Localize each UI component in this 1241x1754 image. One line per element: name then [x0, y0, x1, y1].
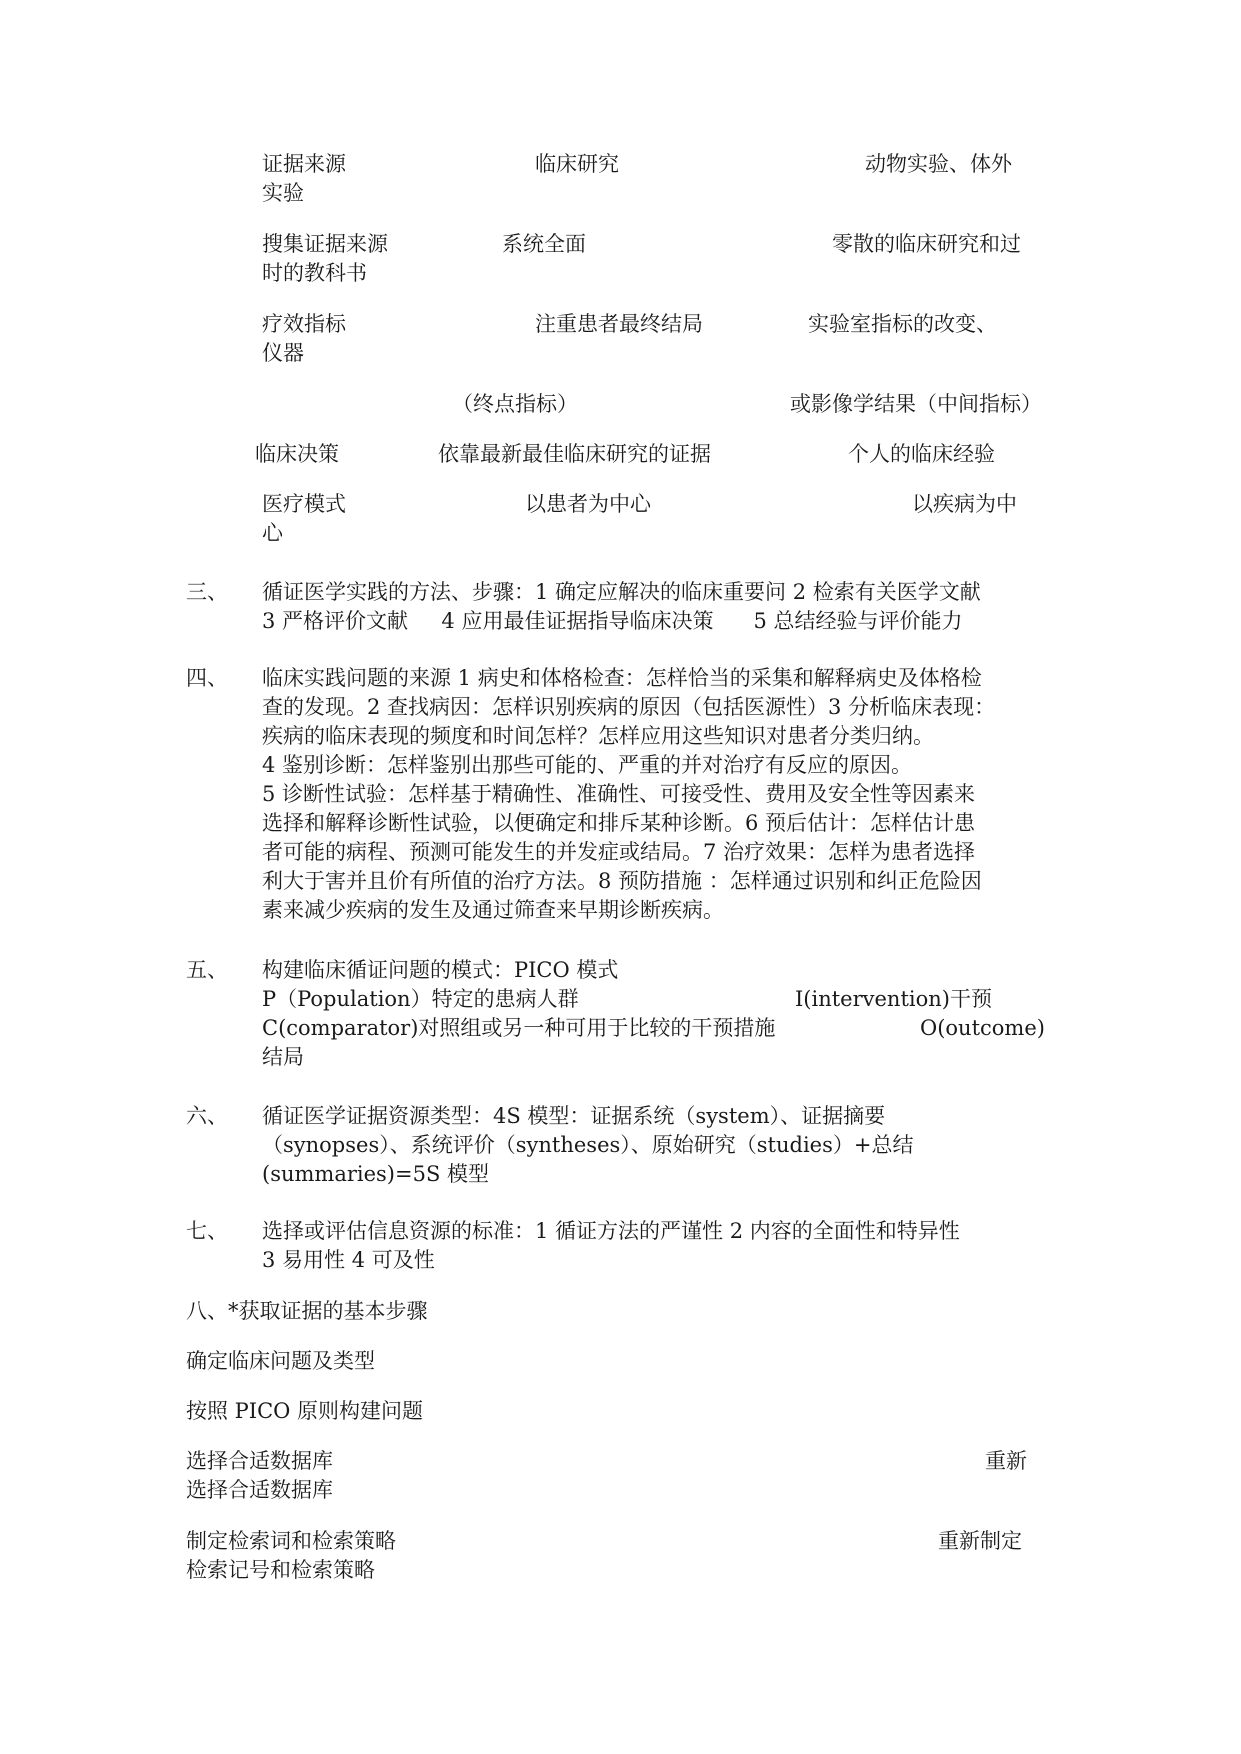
step-line: 按照 PICO 原则构建问题: [186, 1399, 424, 1423]
section-number: 三、: [186, 580, 228, 604]
text-line: 素来减少疾病的发生及通过筛查来早期诊断疾病。: [262, 898, 724, 922]
pico-comparator: C(comparator)对照组或另一种可用于比较的干预措施: [262, 1016, 776, 1040]
text-line: 3 严格评价文献 4 应用最佳证据指导临床决策 5 总结经验与评价能力: [262, 609, 963, 633]
text-line: 临床实践问题的来源 1 病史和体格检查：怎样恰当的采集和解释病史及体格检: [262, 666, 982, 690]
ebm-cell: 依靠最新最佳临床研究的证据: [438, 442, 711, 466]
text-line: 3 易用性 4 可及性: [262, 1248, 435, 1272]
text-line: （synopses）、系统评价（syntheses）、原始研究（studies）+总结: [262, 1133, 914, 1157]
row-label: 临床决策: [255, 442, 339, 466]
section-body: [262, 1102, 1062, 1189]
traditional-cell: 或影像学结果（中间指标）: [790, 392, 1042, 416]
text-line: 利大于害并且价有所值的治疗方法。8 预防措施 ：怎样通过识别和纠正危险因: [262, 869, 982, 893]
traditional-cell: 实验室指标的改变、: [808, 312, 997, 336]
text-line: 循证医学实践的方法、步骤：1 确定应解决的临床重要问 2 检索有关医学文献: [262, 580, 981, 604]
wrap-text: 时的教科书: [262, 261, 367, 285]
section-body: [262, 578, 1062, 636]
step-line: 制定检索词和检索策略: [186, 1529, 396, 1553]
row-label: 疗效指标: [262, 312, 346, 336]
pico-intervention: I(intervention)干预: [795, 987, 992, 1011]
section-number: 四、: [186, 666, 228, 690]
ebm-cell: 以患者为中心: [525, 492, 651, 516]
text-line: 者可能的病程、预测可能发生的并发症或结局。7 治疗效果：怎样为患者选择: [262, 840, 976, 864]
wrap-text: 实验: [262, 181, 304, 205]
text-line: 选择和解释诊断性试验，以便确定和排斥某种诊断。6 预后估计：怎样估计患: [262, 811, 976, 835]
traditional-cell: 以疾病为中: [912, 492, 1017, 516]
text-line: 选择或评估信息资源的标准：1 循证方法的严谨性 2 内容的全面性和特异性: [262, 1219, 960, 1243]
row-label: 证据来源: [262, 152, 346, 176]
section-body: [262, 1217, 1062, 1275]
step-line: 确定临床问题及类型: [186, 1349, 375, 1373]
step-retry: 重新: [985, 1449, 1027, 1473]
pico-population: P（Population）特定的患病人群: [262, 987, 579, 1011]
section-number: 六、: [186, 1104, 228, 1128]
row-label: 医疗模式: [262, 492, 346, 516]
steps-title: 八、*获取证据的基本步骤: [186, 1299, 428, 1323]
wrap-text: 仪器: [262, 341, 304, 365]
section-body: 构建临床循证问题的模式：PICO 模式: [262, 958, 619, 982]
ebm-cell: 注重患者最终结局: [535, 312, 703, 336]
step-line-wrap: 检索记号和检索策略: [186, 1558, 375, 1582]
step-retry: 重新制定: [938, 1529, 1022, 1553]
text-line: 查的发现。2 查找病因：怎样识别疾病的原因（包括医源性）3 分析临床表现：: [262, 695, 996, 719]
section-number: 七、: [186, 1219, 228, 1243]
section-number: 五、: [186, 958, 228, 982]
traditional-cell: 个人的临床经验: [848, 442, 995, 466]
traditional-cell: 零散的临床研究和过: [832, 232, 1021, 256]
text-line: 疾病的临床表现的频度和时间怎样？怎样应用这些知识对患者分类归纳。: [262, 724, 934, 748]
text-line: (summaries)=5S 模型: [262, 1162, 490, 1186]
pico-outcome-wrap: 结局: [262, 1045, 304, 1069]
row-label: 搜集证据来源: [262, 232, 388, 256]
section-body: [262, 664, 1082, 925]
pico-outcome: O(outcome): [920, 1016, 1045, 1040]
wrap-text: 心: [262, 521, 283, 545]
text-line: 5 诊断性试验：怎样基于精确性、准确性、可接受性、费用及安全性等因素来: [262, 782, 976, 806]
ebm-cell: 系统全面: [502, 232, 586, 256]
traditional-cell: 动物实验、体外: [865, 152, 1012, 176]
ebm-cell: （终点指标）: [452, 392, 578, 416]
text-line: 4 鉴别诊断：怎样鉴别出那些可能的、严重的并对治疗有反应的原因。: [262, 753, 913, 777]
step-line: 选择合适数据库: [186, 1449, 333, 1473]
step-line-wrap: 选择合适数据库: [186, 1478, 333, 1502]
text-line: 循证医学证据资源类型：4S 模型：证据系统（system）、证据摘要: [262, 1104, 886, 1128]
ebm-cell: 临床研究: [535, 152, 619, 176]
